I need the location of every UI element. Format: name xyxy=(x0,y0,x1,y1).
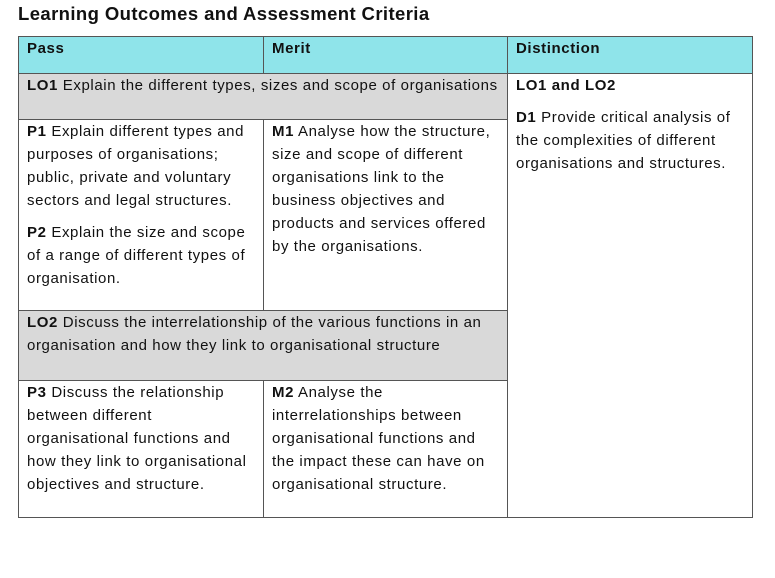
p2-criterion xyxy=(27,221,257,290)
p2-code: P2 xyxy=(27,224,47,241)
m2-text: Analyse the interrelationships between organisational functions and the impact these can have on organisational structure. xyxy=(272,384,485,493)
p3-code: P3 xyxy=(27,384,47,401)
d1-code: D1 xyxy=(516,109,537,126)
lo2-merit-cell xyxy=(264,381,508,518)
lo1-merit-cell xyxy=(264,120,508,311)
criteria-table xyxy=(18,36,753,518)
lo2-code: LO2 xyxy=(27,314,58,331)
lo1-row xyxy=(19,74,753,120)
lo2-pass-cell xyxy=(19,381,264,518)
lo1-heading xyxy=(19,74,508,120)
p1-text: Explain different types and purposes of organisations; public, private and voluntary sectors and legal structures. xyxy=(27,123,245,209)
lo1-code: LO1 xyxy=(27,77,58,94)
lo1-pass-cell xyxy=(19,120,264,311)
pass-column-header: Pass xyxy=(19,37,264,74)
p1-criterion xyxy=(27,120,257,212)
d1-criterion xyxy=(516,106,746,175)
distinction-column-header: Distinction xyxy=(508,37,753,74)
d1-text: Provide critical analysis of the complexities of different organisations and structures. xyxy=(516,109,731,172)
lo2-heading xyxy=(19,311,508,381)
distinction-heading: LO1 and LO2 xyxy=(516,77,616,94)
lo2-text: Discuss the interrelationship of the various functions in an organisation and how they link to organisational structure xyxy=(27,314,482,354)
merit-column-header: Merit xyxy=(264,37,508,74)
m2-code: M2 xyxy=(272,384,295,401)
m1-criterion xyxy=(272,120,501,258)
p3-text: Discuss the relationship between different organisational functions and how they link to organisational objectives and structure. xyxy=(27,384,247,493)
m1-text: Analyse how the structure, size and scope of different organisations link to the business objectives and products and services offered by the organisations. xyxy=(272,123,491,255)
lo1-text: Explain the different types, sizes and scope of organisations xyxy=(62,77,498,94)
header-row xyxy=(19,37,753,74)
distinction-cell xyxy=(508,74,753,518)
page-title: Learning Outcomes and Assessment Criteria xyxy=(18,3,430,24)
m1-code: M1 xyxy=(272,123,295,140)
p1-code: P1 xyxy=(27,123,47,140)
p2-text: Explain the size and scope of a range of different types of organisation. xyxy=(27,224,246,287)
m2-criterion xyxy=(272,381,501,496)
p3-criterion xyxy=(27,381,257,496)
